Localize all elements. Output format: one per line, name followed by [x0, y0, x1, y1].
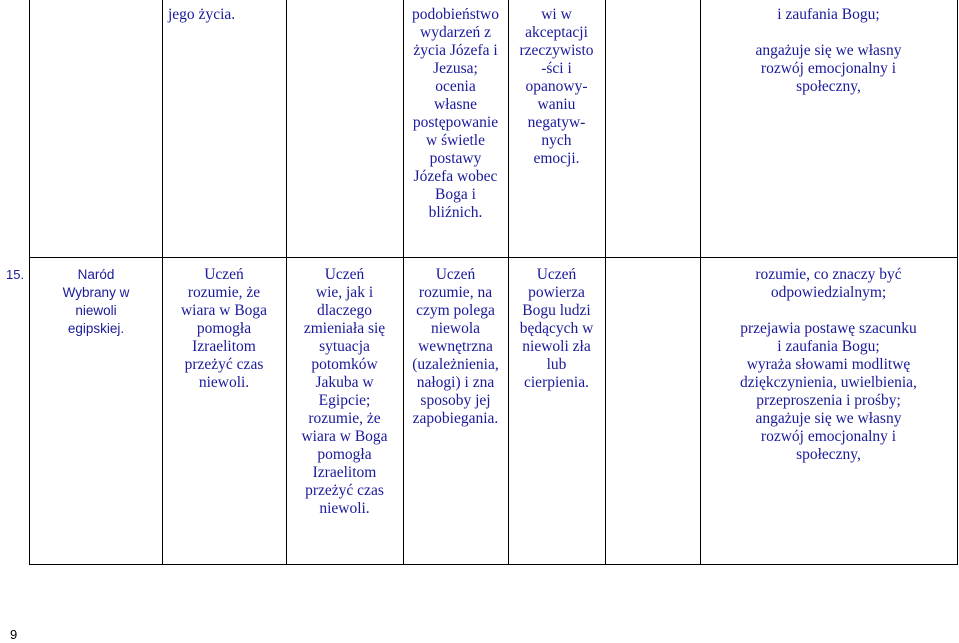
cell-line: dziękczynienia, uwielbienia, — [740, 374, 917, 391]
cell-line: społeczny, — [796, 446, 861, 463]
cell-line: podobieństwo — [412, 6, 499, 23]
cell-line: życia Józefa i — [413, 42, 498, 59]
cell-line: Uczeń — [435, 266, 476, 283]
cell-line: Jakuba w — [315, 374, 374, 391]
grid-line-h0 — [29, 257, 958, 258]
grid-line-v7 — [957, 0, 958, 565]
cell-line: Józefa wobec — [413, 168, 498, 185]
cell-line: egipskiej. — [67, 321, 125, 336]
cell-line: rozumie, że — [187, 284, 261, 301]
cell-line: opanowy- — [525, 78, 588, 95]
cell-line: jego życia. — [168, 6, 236, 23]
top-row-col4-cell — [403, 6, 508, 222]
cell-line: wyraża słowami modlitwę — [746, 356, 911, 373]
cell-line: Egipcie; — [318, 392, 371, 409]
cell-line: rozumie, na — [418, 284, 493, 301]
cell-line: rozumie, że — [308, 410, 381, 427]
cell-line: rozwój emocjonalny i — [760, 60, 897, 77]
cell-line: pomogła — [317, 446, 372, 463]
cell-line: rozumie, co znaczy być — [755, 266, 902, 283]
cell-line: negatyw- — [527, 114, 586, 131]
cell-line: (uzależnienia, — [412, 356, 499, 373]
cell-line: niewoli. — [319, 500, 370, 517]
row15-topic-cell — [30, 266, 162, 338]
row15-col5-cell — [508, 266, 605, 392]
cell-line: niewoli zła — [522, 338, 591, 355]
cell-line: sposoby jej — [420, 392, 491, 409]
cell-line: bliźnich. — [428, 204, 483, 221]
row-number: 15. — [6, 267, 25, 282]
page-number: 9 — [10, 627, 18, 642]
cell-line — [700, 24, 957, 42]
row15-col3-cell — [286, 266, 403, 518]
grid-line-v5 — [605, 0, 606, 565]
cell-line: przejawia postawę szacunku — [740, 320, 917, 337]
cell-line: wi w — [541, 6, 572, 23]
cell-line: Boga i — [435, 186, 476, 203]
row15-col4-cell — [403, 266, 508, 428]
cell-line: przeżyć czas — [184, 356, 264, 373]
top-row-col7-cell — [700, 6, 957, 96]
cell-line: rozwój emocjonalny i — [760, 428, 897, 445]
cell-line: rzeczywisto — [519, 42, 594, 59]
cell-line: niewoli. — [198, 374, 250, 391]
row15-col2-cell — [162, 266, 286, 392]
cell-line: Izraelitom — [192, 338, 256, 355]
cell-line: postępowanie — [412, 114, 499, 131]
cell-line: będących w — [519, 320, 594, 337]
cell-line: powierza — [528, 284, 585, 301]
cell-line: niewoli — [75, 303, 117, 318]
cell-line: lub — [546, 356, 567, 373]
cell-line: waniu — [537, 96, 576, 113]
top-row-col5-cell — [508, 6, 605, 168]
cell-line: zapobiegania. — [412, 410, 499, 427]
cell-line: zmieniała się — [303, 320, 386, 337]
row15-col7-cell — [700, 266, 957, 464]
cell-line: cierpienia. — [524, 374, 589, 391]
cell-line: Naród — [77, 267, 115, 282]
cell-line: nałogi) i zna — [416, 374, 495, 391]
cell-line: akceptacji — [525, 24, 588, 41]
cell-line: sytuacja — [319, 338, 370, 355]
cell-line: postawy — [429, 150, 482, 167]
cell-line: społeczny, — [796, 78, 861, 95]
cell-line: nych — [541, 132, 572, 149]
cell-line: Izraelitom — [312, 464, 377, 481]
cell-line: Wybrany w — [62, 285, 130, 300]
cell-line: potomków — [311, 356, 378, 373]
cell-line: wiara w Boga — [180, 302, 268, 319]
cell-line: czym polega — [416, 302, 495, 319]
cell-line: angażuje się we własny — [755, 410, 902, 427]
cell-line: wiara w Boga — [301, 428, 388, 445]
cell-line: emocji. — [533, 150, 580, 167]
cell-line: przeżyć czas — [305, 482, 384, 499]
cell-line: Uczeń — [324, 266, 365, 283]
top-row-col2-cell — [168, 6, 235, 24]
cell-line: ocenia — [435, 78, 476, 95]
cell-line: i zaufania Bogu; — [777, 6, 880, 23]
cell-line: w świetle — [426, 132, 485, 149]
cell-line: wie, jak i — [315, 284, 374, 301]
cell-line: Uczeń — [204, 266, 244, 283]
cell-line: wewnętrzna — [418, 338, 493, 355]
cell-line: Bogu ludzi — [522, 302, 591, 319]
cell-line: i zaufania Bogu; — [777, 338, 880, 355]
cell-line: Jezusa; — [433, 60, 478, 77]
cell-line: niewola — [430, 320, 481, 337]
cell-line: pomogła — [196, 320, 252, 337]
cell-line: dlaczego — [316, 302, 373, 319]
cell-line — [700, 302, 957, 320]
cell-line: -ści i — [541, 60, 572, 77]
cell-line: przeproszenia i prośby; — [756, 392, 901, 409]
cell-line: odpowiedzialnym; — [770, 284, 887, 301]
cell-line: własne — [433, 96, 478, 113]
cell-line: wydarzeń z — [420, 24, 491, 41]
cell-line: angażuje się we własny — [755, 42, 902, 59]
cell-line: Uczeń — [536, 266, 577, 283]
grid-line-h1 — [29, 564, 958, 565]
